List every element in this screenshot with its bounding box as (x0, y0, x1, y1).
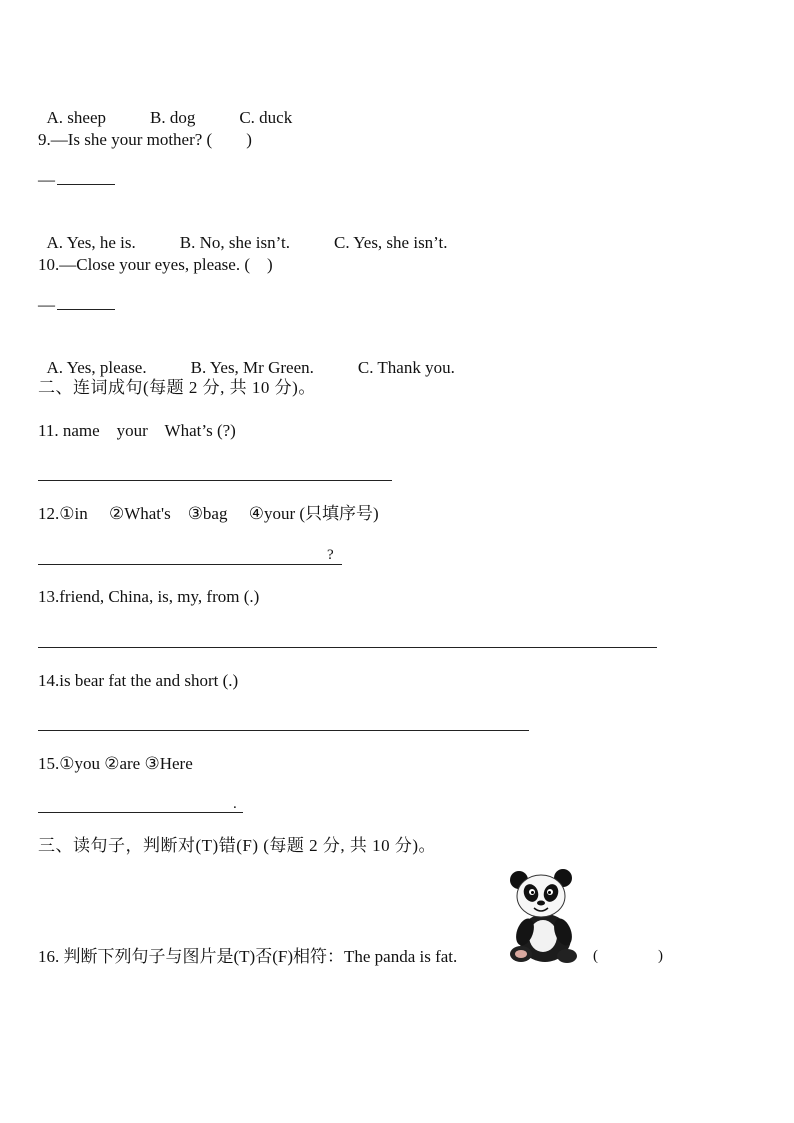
q12-answer-line[interactable] (38, 564, 342, 565)
q12-end-mark: ? (327, 547, 334, 563)
q13-text: 13.friend, China, is, my, from (.) (38, 587, 260, 606)
q12-text: 12.①in ②What's ③bag ④your (只填序号) (38, 504, 379, 523)
q13-answer-line[interactable] (38, 647, 657, 648)
q9-option-a: A. Yes, he is. (46, 233, 136, 252)
q14-answer-line[interactable] (38, 730, 529, 731)
q10-reply-dash: — (38, 295, 55, 314)
q15-end-mark: . (233, 796, 237, 812)
section-3-title: 三、读句子，判断对(T)错(F) (每题 2 分, 共 10 分)。 (38, 836, 437, 855)
q10-answer-blank[interactable] (57, 295, 115, 310)
q11-text: 11. name your What’s (?) (38, 421, 236, 440)
q10-options (38, 338, 455, 378)
q8-option-c: C. duck (239, 108, 293, 127)
q10-answer-line (38, 295, 115, 315)
q15-answer-line[interactable] (38, 812, 243, 813)
q9-options (38, 213, 448, 253)
q9-option-b: B. No, she isn’t. (179, 233, 290, 252)
section-2-title: 二、连词成句(每题 2 分, 共 10 分)。 (38, 378, 316, 397)
q10-option-b: B. Yes, Mr Green. (190, 358, 314, 377)
q16-text: 16. 判断下列句子与图片是(T)否(F)相符：The panda is fat. (38, 947, 458, 966)
q10-option-a: A. Yes, please. (46, 358, 147, 377)
q8-option-b: B. dog (149, 108, 196, 127)
panda-image (503, 866, 583, 966)
q9-reply-dash: — (38, 170, 55, 189)
q9-option-c: C. Yes, she isn’t. (333, 233, 448, 252)
q9-question: 9.—Is she your mother? ( ) (38, 130, 252, 149)
q9-answer-blank[interactable] (57, 170, 115, 185)
q9-answer-line (38, 170, 115, 190)
q14-text: 14.is bear fat the and short (.) (38, 671, 239, 690)
q8-options (38, 88, 292, 128)
q16-answer-parentheses[interactable]: ( ) (593, 948, 663, 964)
q10-option-c: C. Thank you. (357, 358, 455, 377)
q15-text: 15.①you ②are ③Here (38, 754, 193, 773)
panda-icon (503, 866, 583, 966)
q10-question: 10.—Close your eyes, please. ( ) (38, 255, 273, 274)
q8-option-a: A. sheep (46, 108, 106, 127)
q11-answer-line[interactable] (38, 480, 392, 481)
